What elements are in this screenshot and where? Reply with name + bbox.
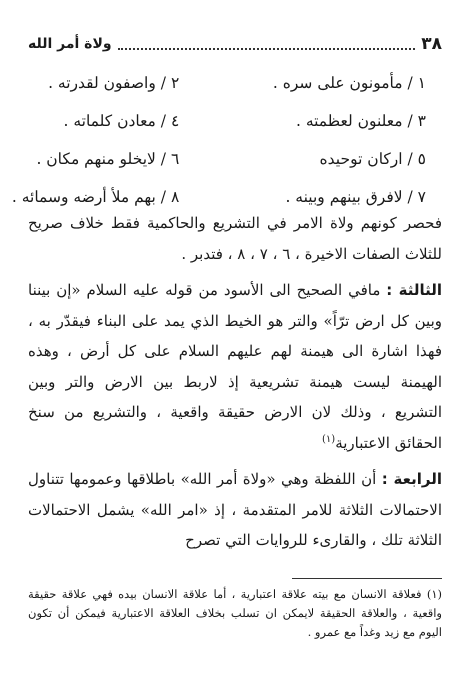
attribute-item: ٣ / معلنون لعظمته . <box>295 112 426 130</box>
footnote: (١) فعلاقة الانسان مع بيته علاقة اعتبارية ، أما علاقة الانسان بيده فهي علاقة حقيقة واقعية ، والعلاقة الحقيقة لايمكن ان تسلب بخلاف العلاقة الاعتبارية فيمكن أن تكون اليوم مع زيد وغداً مع عمرو . <box>28 587 442 639</box>
attribute-item: ٧ / لافرق بينهم وبينه . <box>285 188 426 206</box>
header-dotted-leader <box>118 47 416 50</box>
fourth-point-text: أن اللفظة وهي «ولاة أمر الله» باطلاقها وعمومها تتناول الاحتمالات الثلاثة للامر المتقدمة ، إذ «امر الله» يشمل الاحتمالات الثلاثة تلك ، والقارىء للروايات التي تصرح <box>28 470 442 549</box>
footnote-divider <box>292 578 442 579</box>
attributes-row <box>36 140 426 178</box>
attribute-item: ٢ / واصفون لقدرته . <box>48 74 180 92</box>
third-point-text: مافي الصحيح الى الأسود من قوله عليه السلام «إن بيننا وبين كل ارض ترّاً» والتر هو الخيط الذي يمد على البناء فيقدّر به ، فهذا اشارة الى هيمنة لهم عليهم السلام على كل أرض ، وهذه الهيمنة ليست هيمنة تشريعية إذ لاربط بين الارض والتر وبين التشريع ، وذلك لان الارض حقيقة واقعية ، والتشريع من سنخ الحقائق الاعتبارية <box>28 281 442 452</box>
fourth-point-heading: الرابعة : <box>381 470 442 488</box>
page-header <box>28 26 442 54</box>
attributes-row <box>40 64 426 102</box>
paragraph-third-point <box>28 275 442 458</box>
paragraph-fourth-point <box>28 464 442 556</box>
attributes-list <box>11 64 426 216</box>
third-point-heading: الثالثة : <box>386 281 442 299</box>
page-number: ٣٨ <box>421 34 442 54</box>
footnote-reference[interactable]: (١) <box>322 433 336 445</box>
running-title: ولاة أمر الله <box>28 36 112 52</box>
attributes-row <box>40 102 426 140</box>
attribute-item: ٤ / معادن كلماته . <box>63 112 180 130</box>
attribute-item: ٥ / اركان توحيده <box>319 150 426 168</box>
paragraph-conclusion: فحصر كونهم ولاة الامر في التشريع والحاكمية فقط خلاف صريح للثلاث الصفات الاخيرة ، ٦ ، ٧ ، ٨ ، فتدبر . <box>28 214 442 263</box>
attribute-item: ٨ / بهم ملأ أرضه وسمائه . <box>11 188 180 206</box>
attribute-item: ٦ / لايخلو منهم مكان . <box>36 150 180 168</box>
body-text <box>28 208 442 556</box>
attribute-item: ١ / مأمونون على سره . <box>272 74 426 92</box>
